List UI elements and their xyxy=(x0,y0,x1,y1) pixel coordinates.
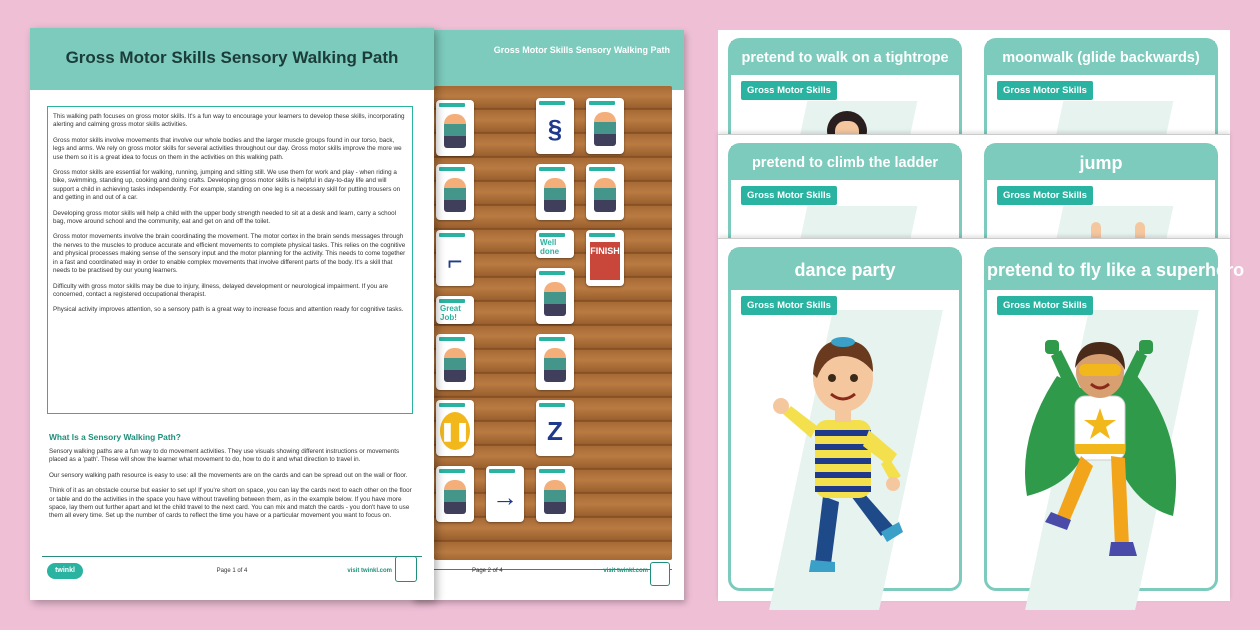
section-heading: What Is a Sensory Walking Path? xyxy=(49,432,181,442)
visit-link[interactable]: visit twinkl.com xyxy=(347,568,392,574)
intro-paragraph: Difficulty with gross motor skills may be due to injury, illness, delayed development or neurological impairment. If you are concerned, contact a registered occupational therapist. xyxy=(53,282,389,298)
document-page-1 xyxy=(30,28,434,600)
card-title: moonwalk (glide backwards) xyxy=(987,41,1215,75)
footer-rule xyxy=(42,556,422,557)
page-number: Page 2 of 4 xyxy=(472,568,503,574)
card-title: pretend to fly like a superhero xyxy=(987,250,1215,290)
path-card-finish xyxy=(586,230,624,286)
page-number: Page 1 of 4 xyxy=(216,568,248,574)
path-card xyxy=(436,466,474,522)
quality-badge-icon xyxy=(650,562,670,586)
visit-link[interactable]: visit twinkl.com xyxy=(603,568,648,574)
path-card-pause: ❚❚ xyxy=(436,400,474,456)
card-tag: Gross Motor Skills xyxy=(741,81,837,100)
intro-paragraph: Developing gross motor skills will help a child with the upper body strength needed to sit at a desk and learn, carry a school bag, move around school and the community, eat and get on and off the toilet. xyxy=(53,209,397,226)
path-card xyxy=(436,164,474,220)
section-body xyxy=(49,448,415,528)
path-card xyxy=(436,100,474,156)
path-card-right-arrow: → xyxy=(486,466,524,522)
section-paragraph: Think of it as an obstacle course but easier to set up! If you're short on space, you can lay the cards next to each other on the floor or table and do the activities in the space you have without travelling between them, as in the example below. If you have more space, lay them out further apart and let the child travel to the next card. You can mix and match the cards - you don't have to use them all every time. Set up the number of cards to reflect the time you have or a particular movement you want to focus on. xyxy=(49,487,412,520)
path-card xyxy=(436,334,474,390)
path-card-wavy-arrow: § xyxy=(536,98,574,154)
great-job-label: Great Job! xyxy=(440,304,461,322)
page-header xyxy=(30,28,434,90)
finish-label: FINISH xyxy=(590,242,620,280)
twinkl-logo: twinkl xyxy=(47,563,83,579)
intro-paragraph: Gross motor skills are essential for walking, running, jumping and sitting still. We use them for work and play - when riding a bike, swimming, standing up, cooking and doing crafts. Developing gross motor skills is helpful in day-to-day life and will support a child in achieving tasks independently. For example, standing on one leg is a necessary skill for putting trousers on and getting in and out of a car. xyxy=(53,169,401,202)
quality-badge-icon xyxy=(395,556,417,582)
card-tag: Gross Motor Skills xyxy=(997,186,1093,205)
dancing-boy-illustration xyxy=(731,326,959,586)
section-paragraph: Sensory walking paths are a fun way to do movement activities. They use visuals showing different instructions or movements placed as a 'path'. These will show the learner what movement to do, how to do it and what direction to travel in. xyxy=(49,448,400,464)
intro-paragraph: This walking path focuses on gross motor skills. It's a fun way to encourage your learners to develop these skills, incorporating alerting and calming gross motor skills activities. xyxy=(53,113,405,129)
page-header xyxy=(412,30,684,90)
path-card xyxy=(586,164,624,220)
activity-card-tightrope xyxy=(728,38,962,148)
intro-paragraph: Gross motor skills involve movements that involve our whole bodies and the larger muscle groups found in our torso, back, legs and arms. We rely on gross motor skills for several activities throughout our day. Gross motor skills improve the more we use them so it is a great idea to focus on them in the activities on this walking path. xyxy=(53,136,402,161)
activity-card-jump xyxy=(984,143,1218,253)
path-card xyxy=(586,98,624,154)
card-sheet-row-2 xyxy=(718,134,1230,239)
intro-paragraph: Physical activity improves attention, so a sensory path is a great way to increase focus and attention ready for cognitive tasks. xyxy=(53,306,404,314)
path-card xyxy=(536,164,574,220)
intro-box xyxy=(47,106,413,414)
section-paragraph: Our sensory walking path resource is easy to use: all the movements are on the cards and can be spread out on the wall or floor. xyxy=(49,471,408,479)
path-card-zigzag-arrow: Z xyxy=(536,400,574,456)
path-card xyxy=(536,268,574,324)
activity-card-dance-party xyxy=(728,247,962,591)
page-title: Gross Motor Skills Sensory Walking Path xyxy=(65,48,399,67)
activity-card-moonwalk xyxy=(984,38,1218,148)
path-card-well-done: Well done xyxy=(536,230,574,258)
intro-paragraph: Gross motor movements involve the brain coordinating the movement. The motor cortex in the brain sends messages through the nerves to the muscles to produce accurate and efficient movements to complete physical tasks. This relies on the cognitive and physical processes making sense of the sensory input and the motor planning for the activity. This needs to come together in a fast and coordinated way in order to enable complex movements that involve different parts of the body. It's a skill that needs to be practised by our young learners. xyxy=(53,233,406,275)
card-title: dance party xyxy=(731,250,959,290)
card-tag: Gross Motor Skills xyxy=(997,296,1093,315)
card-tag: Gross Motor Skills xyxy=(741,186,837,205)
path-card xyxy=(536,334,574,390)
path-card xyxy=(536,466,574,522)
card-title: jump xyxy=(987,146,1215,180)
card-sheet-row-1 xyxy=(718,30,1230,134)
card-tag: Gross Motor Skills xyxy=(997,81,1093,100)
card-tag: Gross Motor Skills xyxy=(741,296,837,315)
superhero-girl-illustration xyxy=(987,316,1215,588)
card-title: pretend to walk on a tightrope xyxy=(731,41,959,75)
card-title: pretend to climb the ladder xyxy=(731,146,959,180)
activity-cards-panel xyxy=(718,30,1245,600)
activity-card-superhero xyxy=(984,247,1245,591)
activity-card-climb-ladder xyxy=(728,143,962,253)
document-page-2 xyxy=(412,30,684,600)
page-title: Gross Motor Skills Sensory Walking Path xyxy=(493,45,670,55)
path-card-turn-arrow: ⌐ xyxy=(436,230,474,286)
path-card-great-job xyxy=(436,296,474,324)
card-sheet-row-3 xyxy=(718,238,1245,601)
